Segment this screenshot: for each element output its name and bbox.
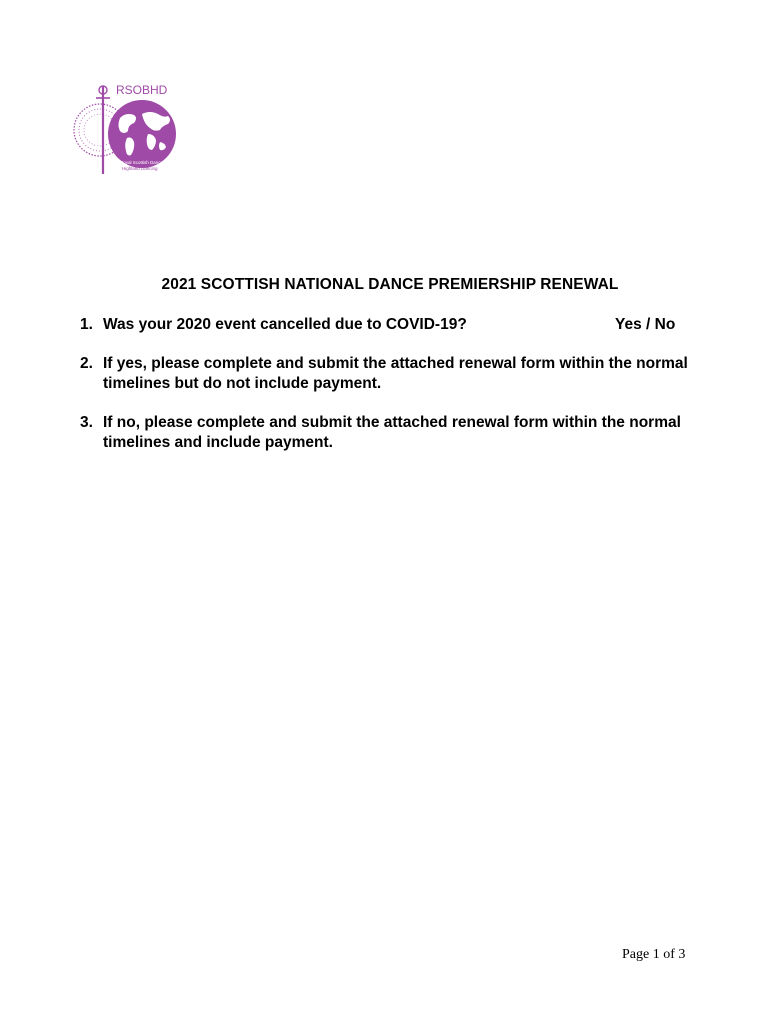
- item-text: Was your 2020 event cancelled due to COVID-19?: [103, 316, 467, 333]
- logo-subtext-1: Royal Scottish Dance: [120, 160, 164, 165]
- document-title: 2021 SCOTTISH NATIONAL DANCE PREMIERSHIP RENEWAL: [161, 276, 619, 293]
- instruction-item-2: [80, 354, 740, 394]
- logo-text: RSOBHD: [116, 83, 168, 97]
- question-item-1: [80, 315, 740, 335]
- item-number: 2.: [80, 355, 93, 372]
- instruction-item-3: [80, 413, 740, 453]
- page-number: Page 1 of 3: [622, 947, 686, 962]
- item-text: If no, please complete and submit the attached renewal form within the normal timelines and include payment.: [103, 414, 681, 451]
- item-number: 3.: [80, 414, 93, 431]
- item-number: 1.: [80, 316, 93, 333]
- item-text: If yes, please complete and submit the attached renewal form within the normal timelines but do not include payment.: [103, 355, 688, 392]
- world-globe-sword-icon: [72, 78, 184, 178]
- logo-subtext-2: Highland Dancing: [122, 166, 158, 171]
- logo: [72, 78, 184, 178]
- yes-no-answer: Yes / No: [615, 316, 676, 333]
